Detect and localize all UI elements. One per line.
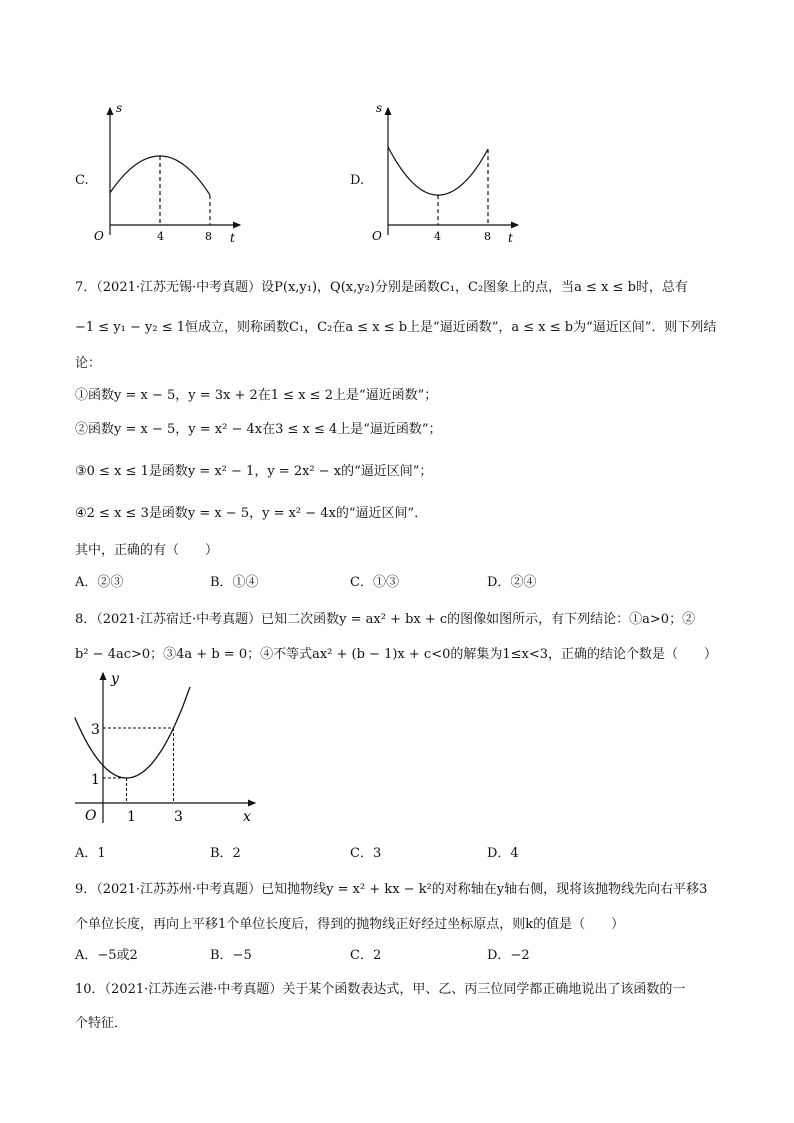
graph-option-c [90, 100, 260, 250]
q9-option-d[interactable]: D．−2 [487, 948, 530, 963]
q7-option-b[interactable]: B．①④ [210, 575, 259, 590]
q7-statement-4: ④2 ≤ x ≤ 3是函数y = x − 5，y = x² − 4x的“逼近区间”． [75, 506, 428, 521]
q10-line-1: 10．（2021·江苏连云港·中考真题）关于某个函数表达式，甲、乙、丙三位同学都正确地说出了该函数的一 [75, 982, 686, 997]
x-tick-1: 1 [127, 809, 136, 825]
origin-label: O [85, 808, 97, 824]
x-axis-label: t [230, 231, 235, 245]
x-tick-3: 3 [174, 809, 183, 825]
q7-statement-2: ②函数y = x − 5，y = x² − 4x在3 ≤ x ≤ 4上是“逼近函数”； [75, 422, 442, 437]
distance-curve [110, 156, 210, 195]
tick-4: 4 [434, 230, 441, 243]
x-axis-label: t [508, 231, 513, 245]
q7-option-a[interactable]: A．②③ [75, 575, 124, 590]
y-tick-1: 1 [91, 772, 100, 788]
q8-option-d[interactable]: D．4 [487, 846, 519, 861]
q8-option-a[interactable]: A．1 [75, 846, 106, 861]
q7-option-c[interactable]: C．①③ [350, 575, 399, 590]
q9-line-1: 9．（2021·江苏苏州·中考真题）已知抛物线y = x² + kx − k²的对称轴在y轴右侧，现将该抛物线先向右平移3 [75, 882, 708, 897]
y-axis-label: y [111, 671, 119, 687]
q9-option-b[interactable]: B．−5 [210, 948, 252, 963]
q8-option-b[interactable]: B．2 [210, 846, 241, 861]
q9-option-c[interactable]: C．2 [350, 948, 382, 963]
graph-option-d [368, 100, 538, 250]
q7-option-d[interactable]: D．②④ [487, 575, 537, 590]
tick-4: 4 [157, 230, 164, 243]
origin-label: O [372, 229, 382, 243]
q8-option-c[interactable]: C．3 [350, 846, 382, 861]
q9-line-2: 个单位长度，再向上平移1个单位长度后，得到的抛物线正好经过坐标原点，则k的值是（ ） [75, 917, 625, 932]
option-d-label: D. [350, 173, 365, 188]
q7-line-1: 7．（2021·江苏无锡·中考真题）设P(x,y₁)，Q(x,y₂)分别是函数C₁，C₂图象上的点，当a ≤ x ≤ b时，总有 [75, 280, 688, 295]
x-axis-label: x [243, 809, 251, 825]
y-tick-3: 3 [91, 722, 100, 738]
tick-8: 8 [205, 230, 212, 243]
q10-line-2: 个特征． [75, 1016, 128, 1031]
y-axis-label: s [116, 101, 123, 115]
q8-line-1: 8．（2021·江苏宿迁·中考真题）已知二次函数y = ax² + bx + c的图像如图所示，有下列结论：①a>0；② [75, 612, 696, 627]
q8-line-2: b² − 4ac>0；③4a + b = 0；④不等式ax² + (b − 1)x + c<0的解集为1≤x<3，正确的结论个数是（ ） [75, 647, 718, 662]
q7-statement-1: ①函数y = x − 5，y = 3x + 2在1 ≤ x ≤ 2上是“逼近函数”； [75, 388, 438, 403]
y-axis-label: s [376, 101, 383, 115]
q7-line-2: −1 ≤ y₁ − y₂ ≤ 1恒成立，则称函数C₁，C₂在a ≤ x ≤ b上是“逼近函数”，a ≤ x ≤ b为“逼近区间”．则下列结 [75, 320, 717, 335]
tick-8: 8 [484, 230, 491, 243]
q7-ask: 其中，正确的有（ ） [75, 543, 219, 558]
q8-parabola-graph [65, 665, 275, 835]
distance-curve [388, 147, 488, 195]
q7-statement-3: ③0 ≤ x ≤ 1是函数y = x² − 1，y = 2x² − x的“逼近区间”； [75, 464, 433, 479]
option-c-label: C. [75, 173, 89, 188]
q9-option-a[interactable]: A．−5或2 [75, 948, 138, 963]
q7-line-3: 论： [75, 356, 102, 371]
origin-label: O [94, 229, 104, 243]
